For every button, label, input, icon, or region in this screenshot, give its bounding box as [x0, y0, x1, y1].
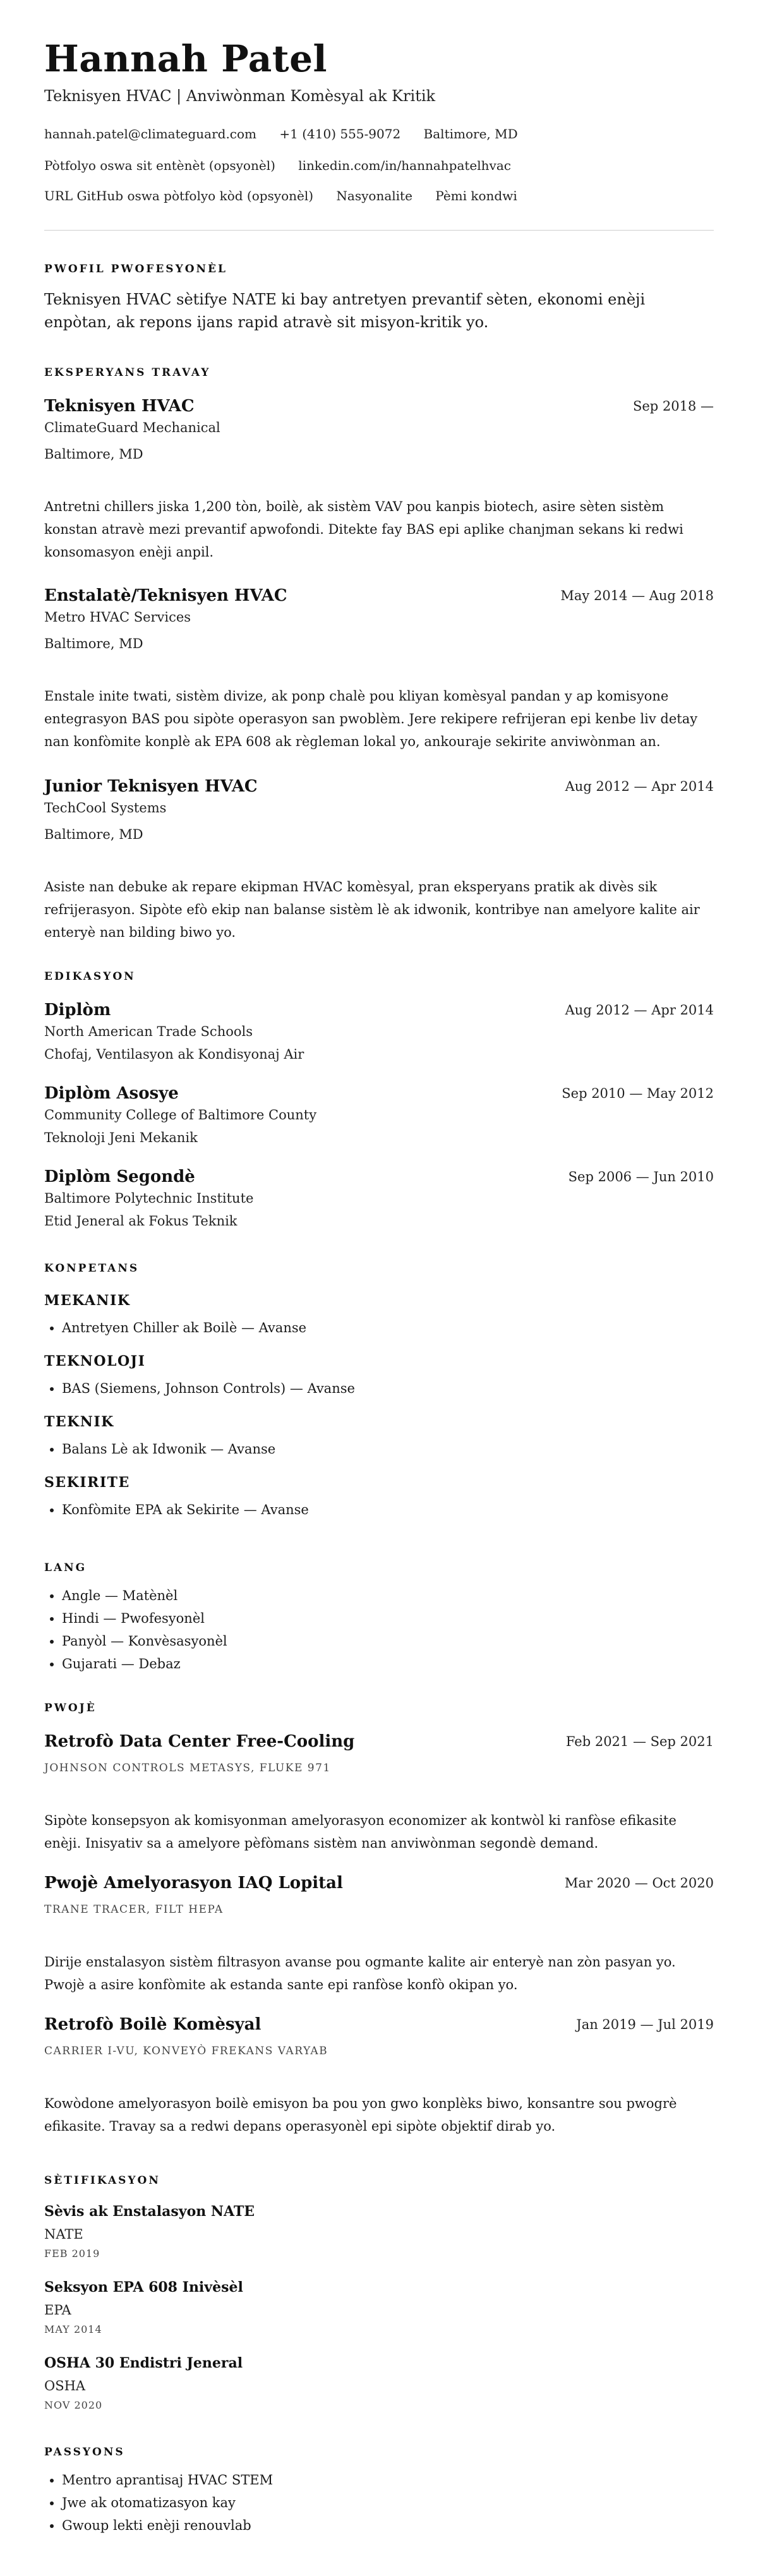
skill-list: [44, 1316, 306, 1339]
certification-date: FEB 2019: [44, 2248, 100, 2260]
job-date: May 2014 — Aug 2018: [560, 588, 714, 603]
education-date: Aug 2012 — Apr 2014: [565, 1002, 714, 1018]
project-date: Feb 2021 — Sep 2021: [565, 1734, 714, 1749]
job-date: Aug 2012 — Apr 2014: [565, 779, 714, 794]
certification-date: NOV 2020: [44, 2399, 103, 2411]
skill-list: [44, 1377, 355, 1400]
skill-category: TEKNIK: [44, 1414, 114, 1430]
project-date: Mar 2020 — Oct 2020: [564, 1875, 714, 1891]
field-of-study: Chofaj, Ventilasyon ak Kondisyonaj Air: [44, 1047, 304, 1062]
contact-phone[interactable]: +1 (410) 555-9072: [279, 126, 401, 141]
project-tech: JOHNSON CONTROLS METASYS, FLUKE 971: [44, 1762, 331, 1774]
project-title: Pwojè Amelyorasyon IAQ Lopital: [44, 1874, 343, 1893]
interests-section-title: PASSYONS: [44, 2446, 125, 2459]
project-title: Retrofò Data Center Free-Cooling: [44, 1732, 355, 1751]
experience-section-title: EKSPERYANS TRAVAY: [44, 366, 211, 379]
contact-email[interactable]: hannah.patel@climateguard.com: [44, 126, 257, 141]
language-list: [44, 1584, 227, 1675]
degree-title: Diplòm: [44, 1001, 111, 1020]
skill-item: • BAS (Siemens, Johnson Controls) — Avanse: [62, 1377, 355, 1400]
contact-github[interactable]: URL GitHub oswa pòtfolyo kòd (opsyonèl): [44, 188, 314, 203]
candidate-headline: Teknisyen HVAC | Anviwònman Komèsyal ak Kritik: [44, 87, 436, 105]
contact-nationality: Nasyonalite: [336, 188, 412, 203]
skill-category: MEKANIK: [44, 1292, 131, 1309]
field-of-study: Teknoloji Jeni Mekanik: [44, 1130, 198, 1145]
skill-category: TEKNOLOJI: [44, 1353, 146, 1369]
certification-name: OSHA 30 Endistri Jeneral: [44, 2355, 243, 2371]
job-location: Baltimore, MD: [44, 447, 143, 462]
project-description: Sipòte konsepsyon ak komisyonman amelyorasyon economizer ak kontwòl ki ranfòse efikasite enèji. Inisyativ sa a amelyore pèfòmans sistèm nan anviwònman segondè demand.: [44, 1813, 677, 1851]
degree-title: Diplòm Segondè: [44, 1167, 195, 1186]
interest-item: • Jwe ak otomatizasyon kay: [62, 2491, 273, 2514]
interest-list: [44, 2469, 273, 2537]
contact-location: Baltimore, MD: [423, 126, 518, 141]
job-location: Baltimore, MD: [44, 636, 143, 651]
certification-issuer: NATE: [44, 2227, 83, 2242]
profile-summary: Teknisyen HVAC sètifye NATE ki bay antretyen prevantif sèten, ekonomi enèji enpòtan, ak repons ijans rapid atravè sit misyon-kritik yo.: [44, 291, 646, 331]
contact-row-1: [44, 125, 537, 143]
job-description: Antretni chillers jiska 1,200 tòn, boilè, ak sistèm VAV pou kanpis biotech, asire sèten sistèm konstan atravè mezi prevantif apwofondi. Ditekte fay BAS epi aplike chanjman sekans ki redwi konsomasyon enèji anpil.: [44, 499, 683, 560]
job-company: TechCool Systems: [44, 800, 167, 816]
certification-date: MAY 2014: [44, 2323, 102, 2335]
skills-section-title: KONPETANS: [44, 1262, 140, 1275]
job-title: Teknisyen HVAC: [44, 397, 195, 416]
profile-section-title: PWOFIL PWOFESYONÈL: [44, 263, 227, 275]
job-title: Junior Teknisyen HVAC: [44, 777, 258, 796]
contact-driving-license: Pèmi kondwi: [435, 188, 517, 203]
field-of-study: Etid Jeneral ak Fokus Teknik: [44, 1213, 238, 1229]
language-item: • Gujarati — Debaz: [62, 1652, 227, 1675]
skill-item: • Balans Lè ak Idwonik — Avanse: [62, 1438, 275, 1460]
education-section-title: EDIKASYON: [44, 970, 136, 983]
job-date: Sep 2018 —: [632, 399, 714, 414]
job-description: Enstale inite twati, sistèm divize, ak ponp chalè pou kliyan komèsyal pandan y ap komisyone entegrasyon BAS pou sipòte operasyon san pwoblèm. Jere rekipere refrijeran epi kenbe liv detay nan konfòmite konplè ak EPA 608 ak règleman lokal yo, ankouraje sekirite anviwònman an.: [44, 689, 698, 749]
contact-row-3: [44, 187, 536, 205]
job-description: Asiste nan debuke ak repare ekipman HVAC komèsyal, pran eksperyans pratik ak divès sik refrijerasyon. Sipòte efò ekip nan balanse sistèm lè ak idwonik, kontribye nan amelyore kalite air enteryè nan bilding biwo yo.: [44, 879, 700, 940]
certification-issuer: EPA: [44, 2302, 71, 2318]
school-name: Community College of Baltimore County: [44, 1107, 317, 1122]
certification-issuer: OSHA: [44, 2378, 86, 2393]
language-item: • Angle — Matènèl: [62, 1584, 227, 1607]
certifications-section-title: SÈTIFIKASYON: [44, 2174, 160, 2187]
project-tech: TRANE TRACER, FILT HEPA: [44, 1903, 224, 1916]
project-title: Retrofò Boilè Komèsyal: [44, 2015, 262, 2034]
contact-linkedin[interactable]: linkedin.com/in/hannahpatelhvac: [298, 158, 511, 173]
skill-item: • Konfòmite EPA ak Sekirite — Avanse: [62, 1498, 309, 1521]
project-date: Jan 2019 — Jul 2019: [576, 2017, 714, 2032]
candidate-name: Hannah Patel: [44, 37, 328, 80]
school-name: North American Trade Schools: [44, 1024, 253, 1039]
project-description: Dirije enstalasyon sistèm filtrasyon avanse pou ogmante kalite air enteryè nan zòn pasyan yo. Pwojè a asire konfòmite ak estanda sante epi ranfòse konfò okipan yo.: [44, 1954, 676, 1992]
job-location: Baltimore, MD: [44, 827, 143, 842]
skill-item: • Antretyen Chiller ak Boilè — Avanse: [62, 1316, 306, 1339]
education-date: Sep 2006 — Jun 2010: [568, 1169, 714, 1184]
language-item: • Hindi — Pwofesyonèl: [62, 1607, 227, 1630]
project-description: Kowòdone amelyorasyon boilè emisyon ba pou yon gwo konplèks biwo, konsantre sou pwogrè efikasite. Travay sa a redwi depans operasyonèl epi sipòte objektif dirab yo.: [44, 2096, 677, 2134]
languages-section-title: LANG: [44, 1562, 87, 1574]
projects-section-title: PWOJÈ: [44, 1702, 97, 1714]
project-tech: CARRIER I-VU, KONVEYÒ FREKANS VARYAB: [44, 2045, 328, 2057]
certification-name: Seksyon EPA 608 Inivèsèl: [44, 2279, 243, 2296]
contact-row-2: [44, 157, 530, 174]
interest-item: • Mentro aprantisaj HVAC STEM: [62, 2469, 273, 2491]
job-company: ClimateGuard Mechanical: [44, 420, 220, 435]
contact-portfolio[interactable]: Pòtfolyo oswa sit entènèt (opsyonèl): [44, 158, 275, 173]
education-date: Sep 2010 — May 2012: [562, 1086, 714, 1101]
school-name: Baltimore Polytechnic Institute: [44, 1191, 254, 1206]
header-divider: [44, 230, 714, 231]
language-item: • Panyòl — Konvèsasyonèl: [62, 1630, 227, 1652]
interest-item: • Gwoup lekti enèji renouvlab: [62, 2514, 273, 2537]
job-company: Metro HVAC Services: [44, 610, 191, 625]
degree-title: Diplòm Asosye: [44, 1084, 179, 1103]
certification-name: Sèvis ak Enstalasyon NATE: [44, 2203, 255, 2220]
skill-category: SEKIRITE: [44, 1474, 130, 1491]
skill-list: [44, 1498, 309, 1521]
job-title: Enstalatè/Teknisyen HVAC: [44, 586, 287, 605]
skill-list: [44, 1438, 275, 1460]
